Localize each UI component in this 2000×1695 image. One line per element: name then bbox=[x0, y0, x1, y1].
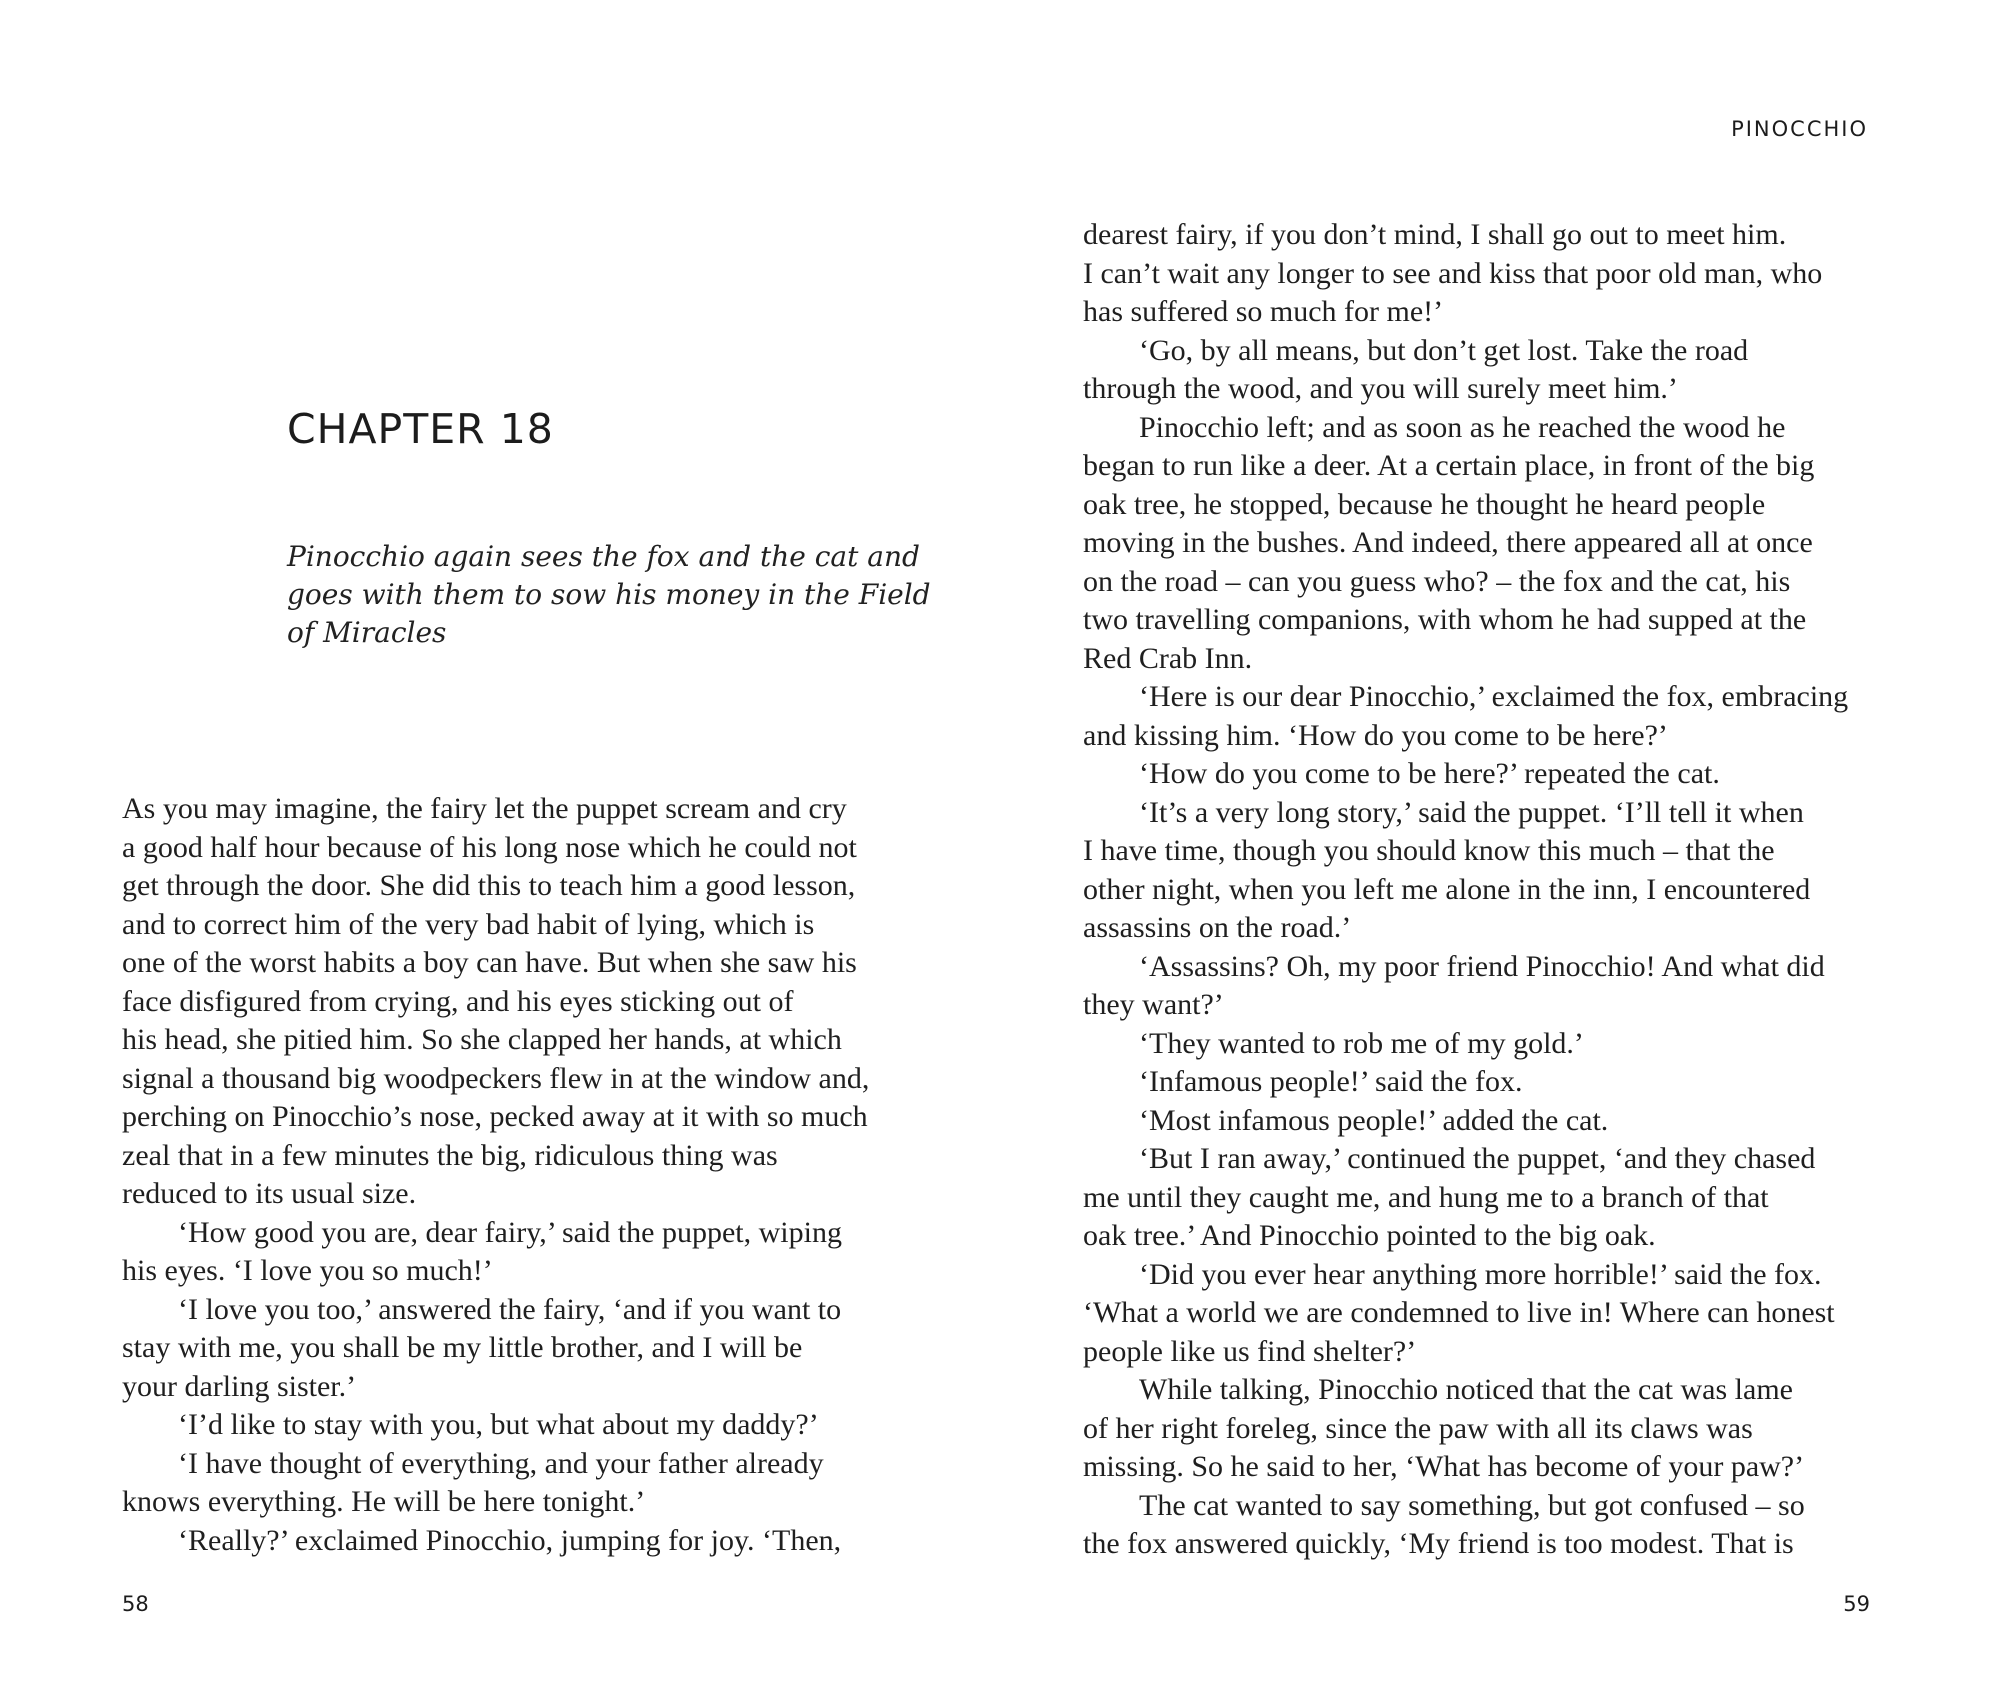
text-line: oak tree, he stopped, because he thought he heard people bbox=[1083, 487, 1766, 521]
text-line: ‘How good you are, dear fairy,’ said the puppet, wiping bbox=[178, 1215, 842, 1249]
text-line: face disfigured from crying, and his eyes sticking out of bbox=[122, 984, 794, 1018]
text-line: your darling sister.’ bbox=[122, 1369, 357, 1403]
text-line: reduced to its usual size. bbox=[122, 1177, 417, 1210]
text-line: ‘I have thought of everything, and your father already bbox=[178, 1446, 824, 1480]
text-line: on the road – can you guess who? – the fox and the cat, his bbox=[1083, 564, 1791, 598]
text-line: knows everything. He will be here tonight.’ bbox=[122, 1485, 646, 1518]
text-line: I can’t wait any longer to see and kiss that poor old man, who bbox=[1083, 256, 1823, 290]
text-line: ‘Go, by all means, but don’t get lost. Take the road bbox=[1139, 333, 1749, 367]
text-line: two travelling companions, with whom he had supped at the bbox=[1083, 603, 1807, 636]
text-line: people like us find shelter?’ bbox=[1083, 1334, 1417, 1368]
text-line: of her right foreleg, since the paw with all its claws was bbox=[1083, 1411, 1753, 1445]
text-line: they want?’ bbox=[1083, 988, 1224, 1021]
subtitle-line: goes with them to sow his money in the Field bbox=[287, 578, 931, 611]
text-line: his head, she pitied him. So she clapped her hands, at which bbox=[122, 1023, 842, 1056]
page-number: 58 bbox=[122, 1592, 149, 1616]
text-line: has suffered so much for me!’ bbox=[1083, 295, 1444, 328]
left-page-body-text bbox=[122, 790, 922, 1560]
right-page bbox=[1000, 0, 2000, 1695]
text-line: stay with me, you shall be my little brother, and I will be bbox=[122, 1331, 803, 1364]
text-line: ‘It’s a very long story,’ said the puppet. ‘I’ll tell it when bbox=[1139, 795, 1804, 829]
text-line: get through the door. She did this to teach him a good lesson, bbox=[122, 869, 856, 902]
text-line: oak tree.’ And Pinocchio pointed to the big oak. bbox=[1083, 1219, 1656, 1252]
text-line: the fox answered quickly, ‘My friend is too modest. That is bbox=[1083, 1527, 1794, 1560]
text-line: Red Crab Inn. bbox=[1083, 641, 1253, 675]
text-line: ‘I’d like to stay with you, but what about my daddy?’ bbox=[178, 1408, 819, 1441]
text-line: and to correct him of the very bad habit of lying, which is bbox=[122, 907, 815, 941]
text-line: While talking, Pinocchio noticed that the cat was lame bbox=[1139, 1373, 1793, 1406]
text-line: assassins on the road.’ bbox=[1083, 911, 1352, 944]
chapter-title: CHAPTER 18 bbox=[287, 405, 554, 453]
text-line: a good half hour because of his long nose which he could not bbox=[122, 830, 857, 864]
text-line: ‘Really?’ exclaimed Pinocchio, jumping for joy. ‘Then, bbox=[178, 1523, 842, 1557]
text-line: ‘Assassins? Oh, my poor friend Pinocchio! And what did bbox=[1139, 949, 1825, 983]
text-line: As you may imagine, the fairy let the puppet scream and cry bbox=[122, 792, 847, 825]
text-line: through the wood, and you will surely meet him.’ bbox=[1083, 372, 1678, 405]
text-line: ‘Here is our dear Pinocchio,’ exclaimed the fox, embracing bbox=[1139, 680, 1849, 713]
text-line: perching on Pinocchio’s nose, pecked away at it with so much bbox=[122, 1100, 868, 1133]
right-page-body-text bbox=[1083, 216, 1883, 1564]
text-line: me until they caught me, and hung me to a branch of that bbox=[1083, 1180, 1769, 1214]
text-line: dearest fairy, if you don’t mind, I shall go out to meet him. bbox=[1083, 218, 1787, 251]
text-line: I have time, though you should know this much – that the bbox=[1083, 834, 1775, 867]
running-head: PINOCCHIO bbox=[1731, 117, 1868, 141]
text-line: ‘Infamous people!’ said the fox. bbox=[1139, 1065, 1523, 1098]
chapter-subtitle bbox=[287, 538, 931, 652]
text-line: ‘How do you come to be here?’ repeated the cat. bbox=[1139, 757, 1720, 790]
text-line: ‘They wanted to rob me of my gold.’ bbox=[1139, 1026, 1584, 1060]
subtitle-line: Pinocchio again sees the fox and the cat and bbox=[287, 540, 920, 573]
text-line: ‘But I ran away,’ continued the puppet, ‘and they chased bbox=[1139, 1142, 1816, 1175]
text-line: signal a thousand big woodpeckers flew in at the window and, bbox=[122, 1061, 870, 1095]
text-line: Pinocchio left; and as soon as he reached the wood he bbox=[1139, 410, 1786, 444]
text-line: ‘What a world we are condemned to live in! Where can honest bbox=[1083, 1296, 1835, 1329]
text-line: The cat wanted to say something, but got confused – so bbox=[1139, 1488, 1805, 1522]
page-number: 59 bbox=[1843, 1592, 1870, 1616]
text-line: one of the worst habits a boy can have. But when she saw his bbox=[122, 946, 857, 979]
text-line: missing. So he said to her, ‘What has become of your paw?’ bbox=[1083, 1450, 1805, 1483]
text-line: ‘Did you ever hear anything more horrible!’ said the fox. bbox=[1139, 1257, 1822, 1291]
text-line: zeal that in a few minutes the big, ridiculous thing was bbox=[122, 1138, 778, 1172]
text-line: other night, when you left me alone in the inn, I encountered bbox=[1083, 872, 1811, 906]
text-line: moving in the bushes. And indeed, there appeared all at once bbox=[1083, 526, 1813, 559]
text-line: his eyes. ‘I love you so much!’ bbox=[122, 1254, 493, 1287]
text-line: ‘I love you too,’ answered the fairy, ‘and if you want to bbox=[178, 1292, 842, 1326]
subtitle-line: of Miracles bbox=[287, 616, 447, 649]
text-line: and kissing him. ‘How do you come to be here?’ bbox=[1083, 718, 1668, 752]
text-line: ‘Most infamous people!’ added the cat. bbox=[1139, 1103, 1609, 1137]
text-line: began to run like a deer. At a certain place, in front of the big bbox=[1083, 449, 1815, 482]
